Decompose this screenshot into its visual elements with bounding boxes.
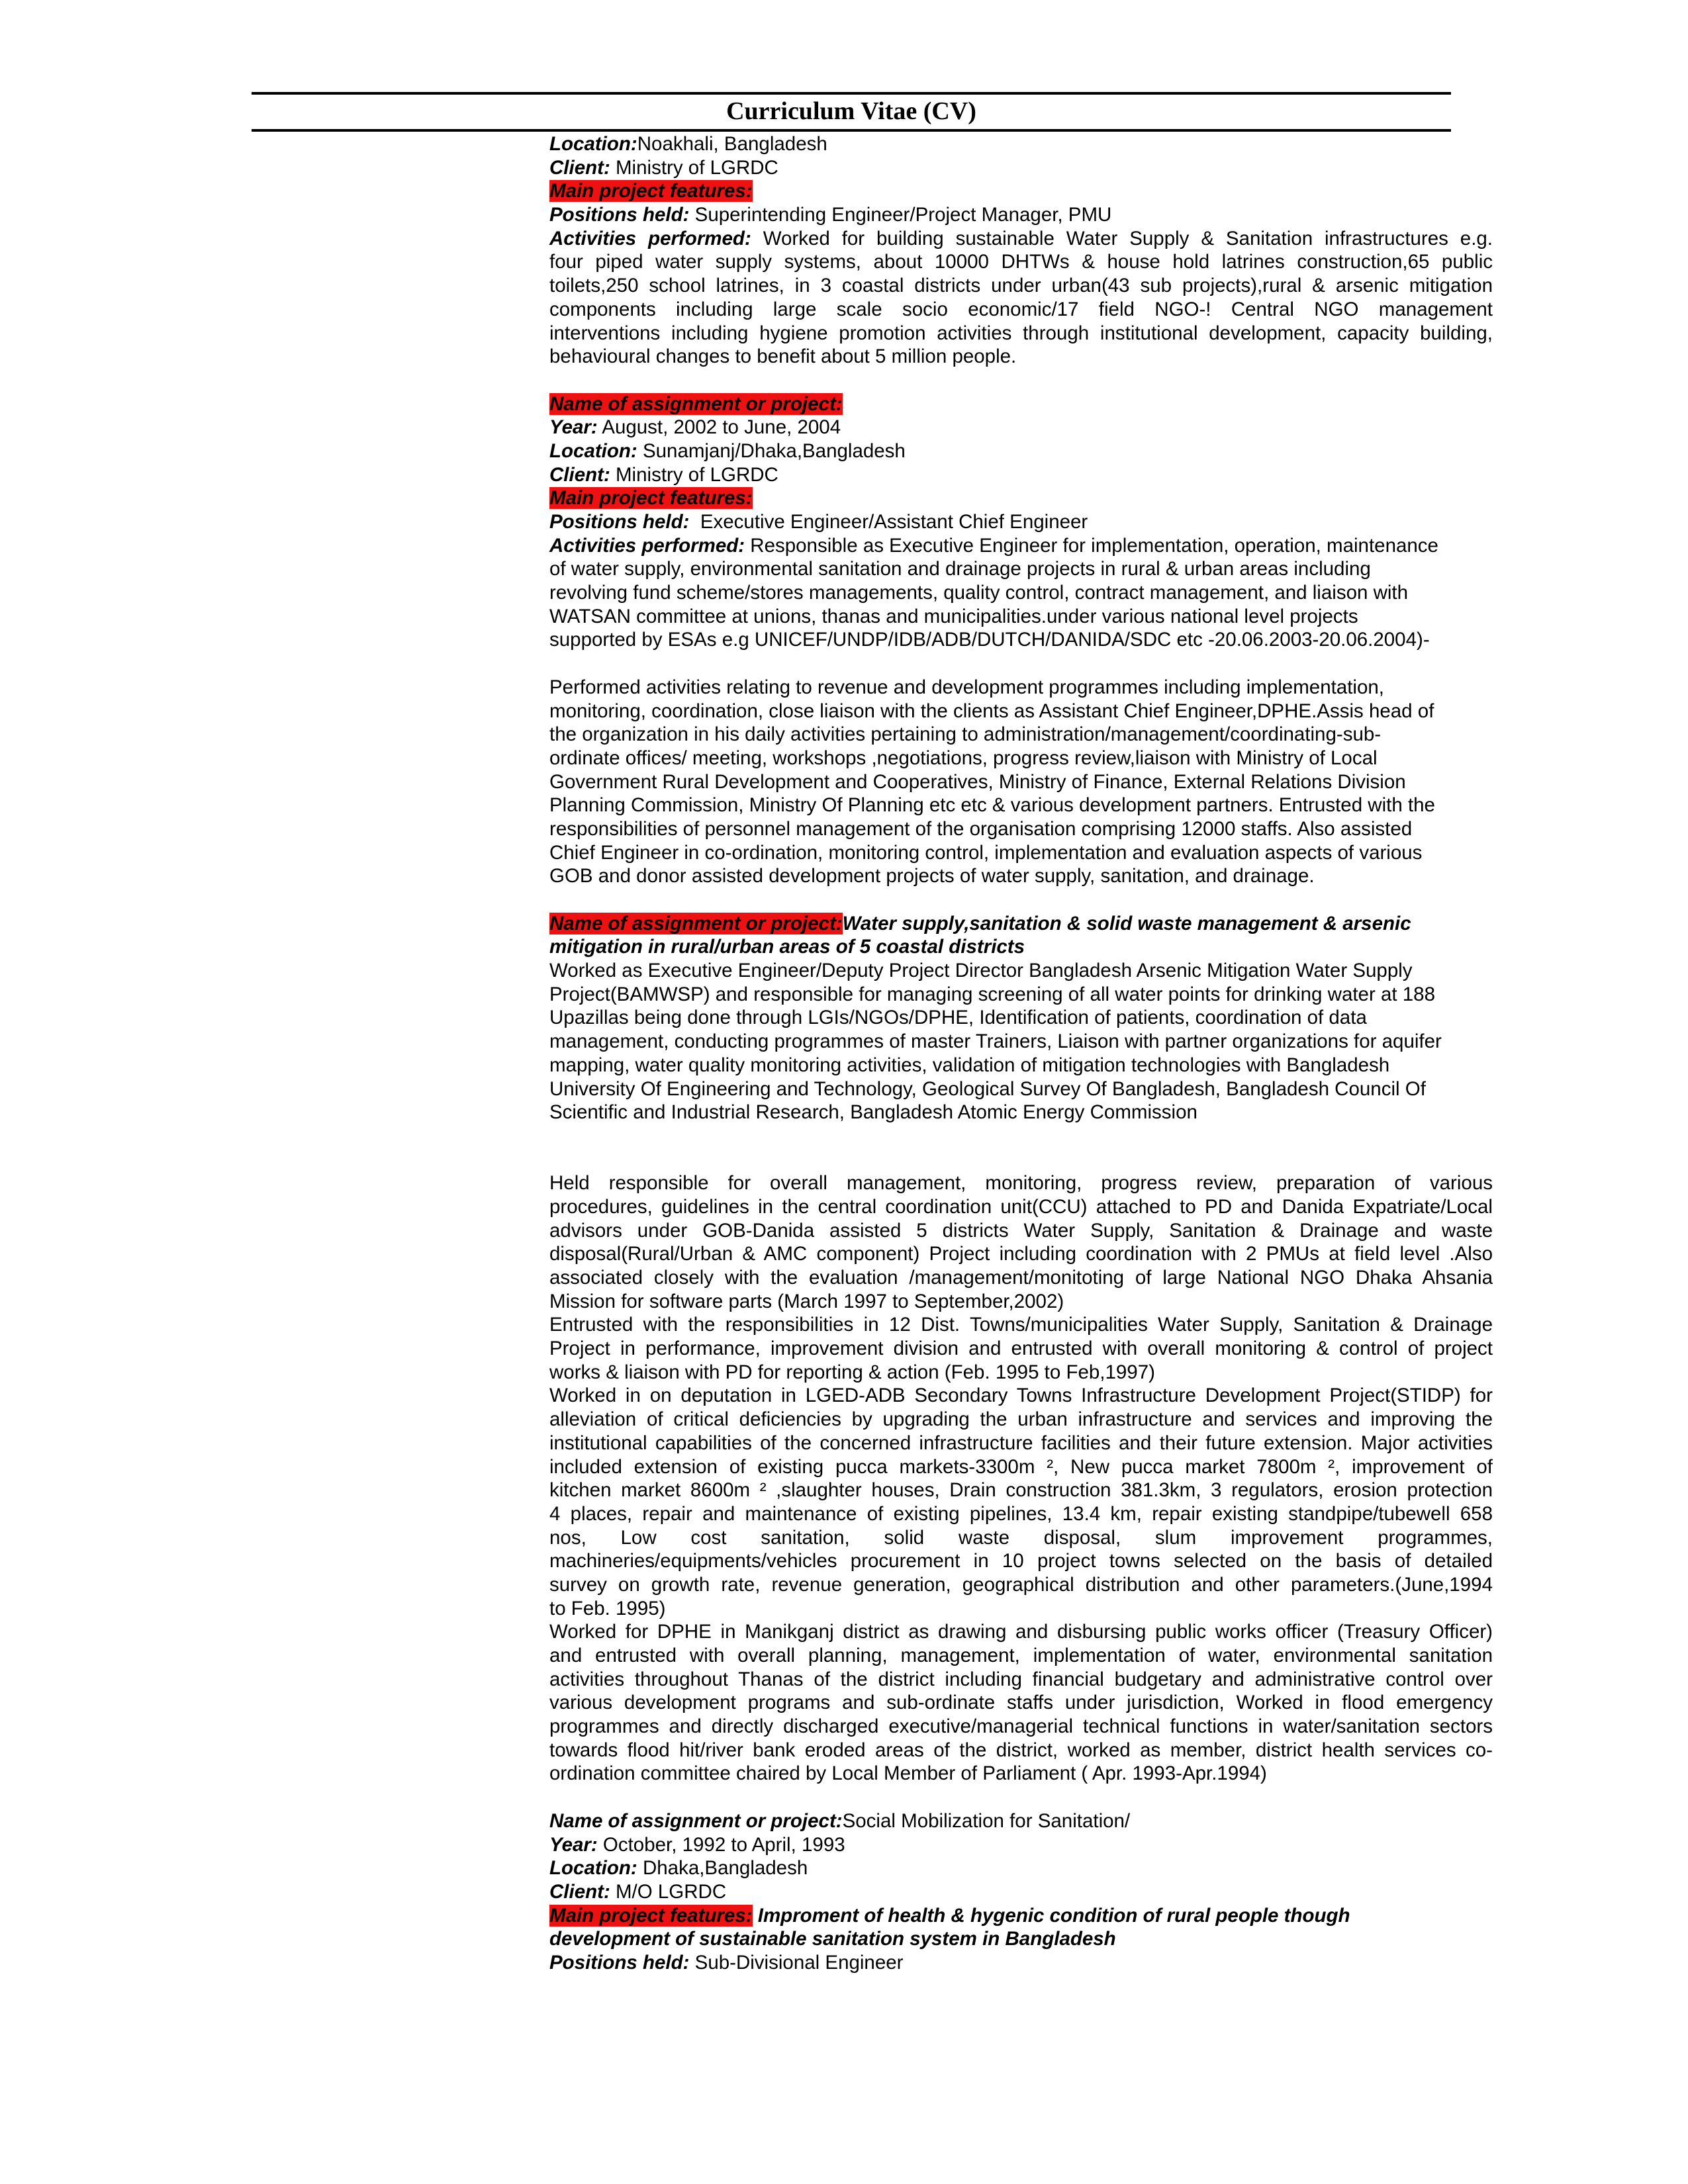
- cv-content: [549, 132, 1493, 1975]
- para-line: towards flood hit/river bank eroded areas of the district, worked as member, district health services co-: [549, 1739, 1493, 1761]
- positions-label: Positions held:: [549, 204, 690, 226]
- para-line: Chief Engineer in co-ordination, monitoring control, implementation and evaluation aspects of various: [549, 841, 1423, 864]
- para-line: activities throughout Thanas of the district including financial budgetary and administrative control over: [549, 1668, 1493, 1690]
- activities-text: Worked for building sustainable Water Supply & Sanitation infrastructures e.g.: [763, 227, 1493, 250]
- location-label: Location:: [549, 133, 637, 155]
- client-label: Client:: [549, 156, 610, 179]
- para-line: ordination committee chaired by Local Member of Parliament ( Apr. 1993-Apr.1994): [549, 1762, 1267, 1785]
- year-value: August, 2002 to June, 2004: [602, 416, 841, 439]
- header-bottom-rule: [252, 129, 1451, 132]
- features-line: [549, 179, 1493, 203]
- para-line: Entrusted with the responsibilities in 12 Dist. Towns/municipalities Water Supply, Sanitation & Drainage: [549, 1314, 1493, 1336]
- activities-line: of water supply, environmental sanitation and drainage projects in rural & urban areas including: [549, 558, 1371, 580]
- positions-label: Positions held:: [549, 511, 690, 533]
- header-top-rule: [252, 92, 1451, 95]
- para-line: Project(BAMWSP) and responsible for managing screening of all water points for drinking water at 188: [549, 983, 1435, 1005]
- para-line: procedures, guidelines in the central coordination unit(CCU) attached to PD and Danida Expatriate/Local: [549, 1195, 1493, 1218]
- para-line: Project in performance, improvement division and entrusted with overall monitoring & control of project: [549, 1338, 1493, 1360]
- activities-line: [549, 534, 1493, 558]
- client-line: [549, 156, 1493, 180]
- para-line: associated closely with the evaluation /management/monitoting of large National NGO Dhaka Ahsania: [549, 1267, 1493, 1289]
- para-line: kitchen market 8600m ² ,slaughter houses, Drain construction 381.3km, 3 regulators, erosion protection: [549, 1479, 1493, 1502]
- location-line: [549, 132, 1493, 156]
- para-line: Held responsible for overall management, monitoring, progress review, preparation of various: [549, 1172, 1493, 1195]
- activities-line: supported by ESAs e.g UNICEF/UNDP/IDB/ADB/DUTCH/DANIDA/SDC etc -20.06.2003-20.06.2004)-: [549, 629, 1430, 651]
- location-value: Sunamjanj/Dhaka,Bangladesh: [642, 439, 906, 462]
- para-line: survey on growth rate, revenue generation, geographical distribution and other parameters.(June,1994: [549, 1573, 1493, 1596]
- para-line: Scientific and Industrial Research, Bangladesh Atomic Energy Commission: [549, 1101, 1197, 1124]
- activities-line: revolving fund scheme/stores managements, quality control, contract management, and liaison with: [549, 582, 1409, 604]
- client-label: Client:: [549, 463, 610, 486]
- para-line: ordinate offices/ meeting, workshops ,negotiations, progress review,liaison with Ministry of Local: [549, 747, 1378, 769]
- location-value: Dhaka,Bangladesh: [642, 1857, 808, 1880]
- features-line: [549, 486, 1493, 510]
- client-line: [549, 1880, 1493, 1904]
- features-value: Improment of health & hygenic condition of rural people though: [757, 1904, 1350, 1927]
- features-label: Main project features:: [549, 180, 753, 203]
- para-line: Mission for software parts (March 1997 to September,2002): [549, 1290, 1064, 1312]
- location-label: Location:: [549, 1857, 637, 1880]
- activities-label: Activities performed:: [549, 534, 745, 557]
- activities-line: [549, 227, 1493, 251]
- activities-label: Activities performed:: [549, 227, 751, 250]
- activities-line: behavioural changes to benefit about 5 million people.: [549, 345, 1017, 368]
- positions-line: [549, 510, 1493, 534]
- client-value: Ministry of LGRDC: [615, 156, 778, 179]
- activities-line: WATSAN committee at unions, thanas and municipalities.under various national level projects: [549, 605, 1358, 627]
- para-line: Planning Commission, Ministry Of Planning etc etc & various development partners. Entrusted with the: [549, 794, 1435, 817]
- location-line: [549, 439, 1493, 463]
- para-line: various development programs and sub-ordinate staffs under jurisdiction, Worked in flood emergency: [549, 1692, 1493, 1714]
- para-line: GOB and donor assisted development projects of water supply, sanitation, and drainage.: [549, 865, 1315, 887]
- para-line: Upazillas being done through LGIs/NGOs/DPHE, Identification of patients, coordination of data: [549, 1007, 1367, 1029]
- year-label: Year:: [549, 1833, 598, 1856]
- client-value: M/O LGRDC: [615, 1880, 727, 1903]
- positions-value: Executive Engineer/Assistant Chief Engineer: [700, 511, 1088, 533]
- activities-line: four piped water supply systems, about 10000 DHTWs & house hold latrines construction,65 public: [549, 251, 1493, 273]
- features-line: [549, 1904, 1493, 1928]
- activities-line: components including large scale socio economic/17 field NGO-! Central NGO management: [549, 298, 1493, 320]
- para-line: University Of Engineering and Technology, Geological Survey Of Bangladesh, Bangladesh Council Of: [549, 1077, 1426, 1100]
- assignment-name-label: Name of assignment or project:: [549, 1809, 843, 1832]
- activities-text: Responsible as Executive Engineer for implementation, operation, maintenance: [750, 534, 1438, 557]
- para-line: included extension of existing pucca markets-3300m ², New pucca market 7800m ², improvement of: [549, 1455, 1493, 1478]
- para-line: 4 places, repair and maintenance of existing pipelines, 13.4 km, repair existing standpipe/tubewell 658: [549, 1502, 1493, 1525]
- para-line: responsibilities of personnel management of the organisation comprising 12000 staffs. Also assisted: [549, 817, 1413, 840]
- para-line: the organization in his daily activities pertaining to administration/management/coordinating-sub-: [549, 723, 1382, 746]
- para-line: mapping, water quality monitoring activities, validation of mitigation technologies with Bangladesh: [549, 1054, 1390, 1076]
- para-line: disposal(Rural/Urban & AMC component) Project including coordination with 2 PMUs at field level .Also: [549, 1243, 1493, 1265]
- para-line: alleviation of critical deficiencies by upgrading the urban infrastructure and services and improving the: [549, 1408, 1493, 1431]
- positions-label: Positions held:: [549, 1951, 690, 1974]
- para-line: monitoring, coordination, close liaison with the clients as Assistant Chief Engineer,DPHE.Assis head of: [549, 700, 1434, 722]
- cv-title: Curriculum Vitae (CV): [726, 97, 976, 125]
- para-line: works & liaison with PD for reporting & action (Feb. 1995 to Feb,1997): [549, 1361, 1155, 1383]
- positions-line: [549, 1951, 1493, 1975]
- assignment-name-line: [549, 912, 1493, 936]
- para-line: management, conducting programmes of master Trainers, Liaison with partner organizations for aquifer: [549, 1030, 1442, 1053]
- para-line: advisors under GOB-Danida assisted 5 districts Water Supply, Sanitation & Drainage and waste: [549, 1219, 1493, 1242]
- location-line: [549, 1856, 1493, 1880]
- assignment-name-line: [549, 392, 1493, 416]
- para-line: Performed activities relating to revenue and development programmes including implementation,: [549, 676, 1384, 698]
- assignment-name-label: Name of assignment or project:: [549, 392, 843, 415]
- assignment-name-value: Water supply,sanitation & solid waste management & arsenic: [842, 912, 1411, 934]
- location-label: Location:: [549, 439, 637, 462]
- assignment-name-label: Name of assignment or project:: [549, 912, 843, 934]
- para-line: Worked in on deputation in LGED-ADB Secondary Towns Infrastructure Development Project(STIDP) for: [549, 1385, 1493, 1407]
- positions-value: Sub-Divisional Engineer: [694, 1951, 904, 1974]
- para-line: Worked for DPHE in Manikganj district as drawing and disbursing public works officer (Treasury Officer): [549, 1621, 1493, 1643]
- para-line: to Feb. 1995): [549, 1597, 666, 1619]
- para-line: Worked as Executive Engineer/Deputy Project Director Bangladesh Arsenic Mitigation Water Supply: [549, 960, 1413, 982]
- year-value: October, 1992 to April, 1993: [602, 1833, 845, 1856]
- activities-line: interventions including hygiene promotion activities through institutional development, capacity building,: [549, 322, 1493, 344]
- para-line: Government Rural Development and Cooperatives, Ministry of Finance, External Relations Division: [549, 770, 1406, 793]
- client-line: [549, 463, 1493, 487]
- year-label: Year:: [549, 416, 598, 439]
- para-line: machineries/equipments/vehicles procurement in 10 project towns selected on the basis of detailed: [549, 1550, 1493, 1572]
- features-label: Main project features:: [549, 487, 753, 510]
- client-label: Client:: [549, 1880, 610, 1903]
- activities-line: toilets,250 school latrines, in 3 coastal districts under urban(43 sub projects),rural & arsenic mitigation: [549, 275, 1493, 297]
- para-line: programmes and directly discharged executive/managerial technical functions in water/sanitation sectors: [549, 1715, 1493, 1738]
- para-line: institutional capabilities of the concerned infrastructure facilities and their future extension. Major activities: [549, 1432, 1493, 1454]
- features-label: Main project features:: [549, 1904, 753, 1927]
- positions-value: Superintending Engineer/Project Manager, PMU: [694, 204, 1112, 226]
- positions-line: [549, 203, 1493, 227]
- assignment-name-line: mitigation in rural/urban areas of 5 coastal districts: [549, 936, 1025, 958]
- year-line: [549, 1833, 1493, 1857]
- para-line: nos, Low cost sanitation, solid waste disposal, slum improvement programmes,: [549, 1526, 1493, 1549]
- assignment-name-line: [549, 1809, 1493, 1833]
- client-value: Ministry of LGRDC: [615, 463, 778, 486]
- year-line: [549, 416, 1493, 439]
- features-line: development of sustainable sanitation system in Bangladesh: [549, 1928, 1116, 1950]
- assignment-name-value: Social Mobilization for Sanitation/: [842, 1809, 1131, 1832]
- para-line: and entrusted with overall planning, management, implementation of water, environmental sanitation: [549, 1645, 1493, 1667]
- location-value: Noakhali, Bangladesh: [637, 133, 827, 155]
